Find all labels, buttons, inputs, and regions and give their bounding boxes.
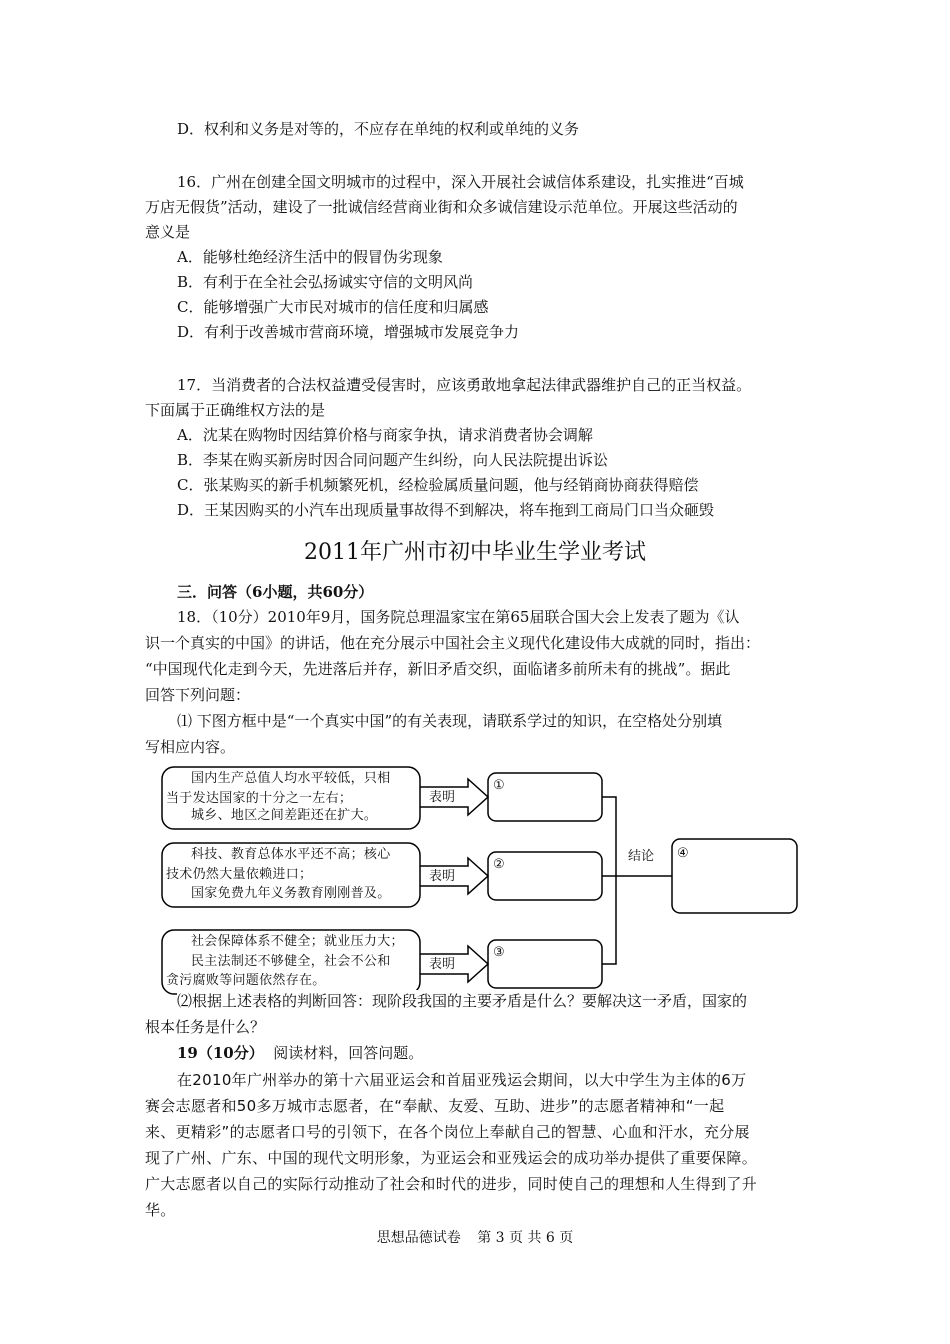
- box-2-line-3: 国家免费九年义务教育刚刚普及。: [191, 886, 391, 901]
- q16-stem-line-1: 16．广州在创建全国文明城市的过程中，深入开展社会诚信体系建设，扎实推进“百城: [177, 173, 744, 191]
- arrow-3-label: 表明: [429, 957, 456, 972]
- q18-sub2-line-2: 根本任务是什么？: [145, 1018, 266, 1036]
- section3-heading: 三．问答（6小题，共60分）: [177, 583, 374, 601]
- q17-stem-line-2: 下面属于正确维权方法的是: [145, 401, 326, 419]
- q16-option-c: C．能够增强广大市民对城市的信任度和归属感: [177, 298, 489, 316]
- box-2-line-2: 技术仍然大量依赖进口；: [166, 867, 313, 882]
- q19-heading: [177, 1042, 423, 1064]
- conclusion-blank-marker: ④: [677, 846, 689, 861]
- q19-material-line-2: 赛会志愿者和50多万城市志愿者，在“奉献、友爱、互助、进步”的志愿者精神和“一起: [145, 1097, 725, 1115]
- q17-option-a: A．沈某在购物时因结算价格与商家争执，请求消费者协会调解: [177, 426, 593, 444]
- q18-sub1-line-1: ⑴ 下图方框中是“一个真实中国”的有关表现，请联系学过的知识，在空格处分别填: [177, 712, 723, 730]
- q17-option-d: D．王某因购买的小汽车出现质量事故得不到解决，将车拖到工商局门口当众砸毁: [177, 501, 715, 519]
- box-3-line-3: 贪污腐败等问题依然存在。: [166, 973, 326, 988]
- diagram-blank-box-2: [488, 852, 602, 900]
- q19-instruction: 阅读材料，回答问题。: [273, 1044, 424, 1062]
- q18-stem-line-1: 18．（10分）2010年9月，国务院总理温家宝在第65届联合国大会上发表了题为《认: [177, 608, 740, 626]
- q18-stem-line-4: 回答下列问题：: [145, 686, 251, 704]
- box-1-line-2: 当于发达国家的十分之一左右；: [166, 791, 353, 806]
- q18-sub1-line-2: 写相应内容。: [145, 738, 236, 756]
- box-1-line-1: 国内生产总值人均水平较低，只相: [191, 771, 391, 786]
- blank-3-marker: ③: [493, 945, 505, 960]
- q18-stem-line-3: “中国现代化走到今天，先进落后并存，新旧矛盾交织，面临诸多前所未有的挑战”。据此: [145, 660, 731, 678]
- q19-number: 19（10分）: [177, 1044, 264, 1062]
- box-1-line-3: 城乡、地区之间差距还在扩大。: [191, 808, 378, 823]
- q16-option-d: D．有利于改善城市营商环境，增强城市发展竞争力: [177, 323, 520, 341]
- q16-stem-line-2: 万店无假货”活动，建设了一批诚信经营商业街和众多诚信建设示范单位。开展这些活动的: [145, 198, 738, 216]
- box-3-line-1: 社会保障体系不健全；就业压力大；: [191, 934, 404, 949]
- q17-option-b: B．李某在购买新房时因合同问题产生纠纷，向人民法院提出诉讼: [177, 451, 609, 469]
- q19-material-line-4: 现了广州、广东、中国的现代文明形象，为亚运会和亚残运会的成功举办提供了重要保障。: [145, 1149, 758, 1167]
- blank-1-marker: ①: [493, 778, 505, 793]
- blank-2-marker: ②: [493, 857, 505, 872]
- q17-stem-line-1: 17．当消费者的合法权益遭受侵害时，应该勇敢地拿起法律武器维护自己的正当权益。: [177, 376, 752, 394]
- page-footer: [0, 1227, 950, 1247]
- q19-material-line-1: 在2010年广州举办的第十六届亚运会和首届亚残运会期间，以大中学生为主体的6万: [177, 1071, 747, 1089]
- q19-material-line-3: 来、更精彩”的志愿者口号的引领下，在各个岗位上奉献自己的智慧、心血和汗水，充分展: [145, 1123, 750, 1141]
- footer-subject: 思想品德试卷: [376, 1230, 461, 1246]
- footer-page: 第 3 页 共 6 页: [477, 1230, 574, 1246]
- arrow-2-label: 表明: [429, 869, 456, 884]
- box-2-line-1: 科技、教育总体水平还不高；核心: [191, 847, 391, 862]
- arrow-1-label: 表明: [429, 790, 456, 805]
- diagram-blank-box-3: [488, 940, 602, 988]
- exam-title: 2011年广州市初中毕业生学业考试: [304, 540, 646, 565]
- q16-option-b: B．有利于在全社会弘扬诚实守信的文明风尚: [177, 273, 474, 291]
- q18-stem-line-2: 识一个真实的中国》的讲话，他在充分展示中国社会主义现代化建设伟大成就的同时，指出：: [145, 634, 761, 652]
- diagram-conclusion-box: [672, 839, 797, 913]
- q19-material-line-6: 华。: [145, 1201, 176, 1219]
- q16-option-a: A．能够杜绝经济生活中的假冒伪劣现象: [177, 248, 443, 266]
- q15-option-d: D．权利和义务是对等的，不应存在单纯的权利或单纯的义务: [177, 120, 580, 138]
- diagram-blank-box-1: [488, 773, 602, 821]
- q18-sub2-line-1: ⑵根据上述表格的判断回答：现阶段我国的主要矛盾是什么？要解决这一矛盾，国家的: [177, 992, 748, 1010]
- q16-stem-line-3: 意义是: [145, 223, 191, 241]
- q19-material-line-5: 广大志愿者以自己的实际行动推动了社会和时代的进步，同时使自己的理想和人生得到了升: [145, 1175, 758, 1193]
- box-3-line-2: 民主法制还不够健全，社会不公和: [191, 954, 391, 969]
- q17-option-c: C．张某购买的新手机频繁死机，经检验属质量问题，他与经销商协商获得赔偿: [177, 476, 699, 494]
- conclusion-label: 结论: [628, 849, 655, 864]
